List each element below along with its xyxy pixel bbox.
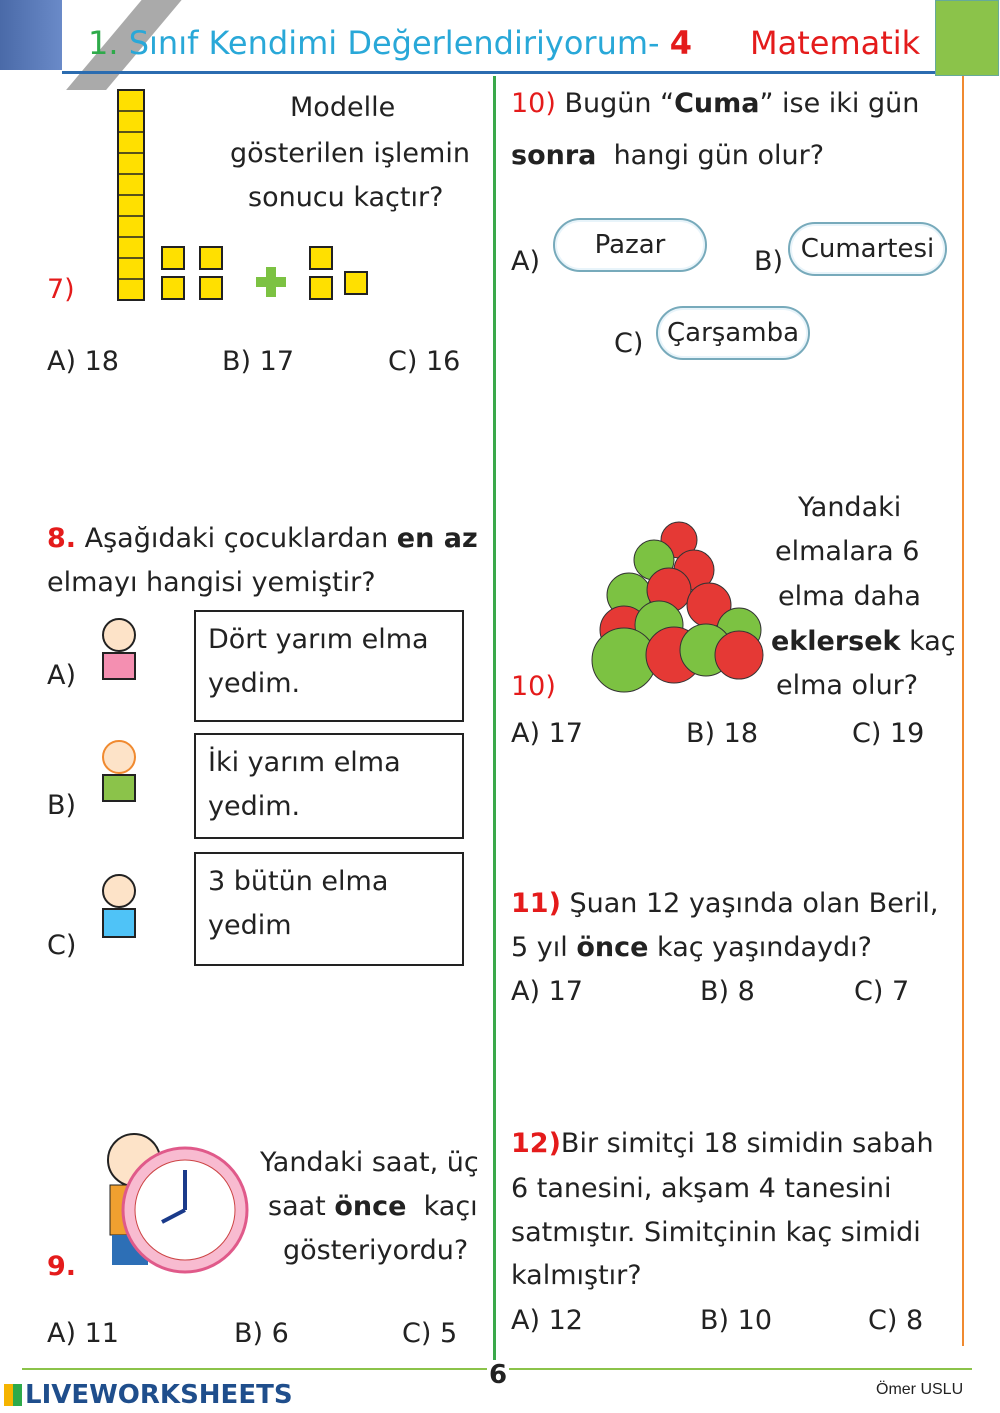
boy-icon xyxy=(92,740,142,810)
q9-number: 9. xyxy=(47,1251,77,1282)
page-number: 6 xyxy=(489,1360,508,1390)
author: Ömer USLU xyxy=(876,1381,964,1398)
q10a-option-a-label[interactable]: A) xyxy=(511,246,541,277)
apples-image xyxy=(584,515,769,695)
q9-line1: Yandaki saat, üç xyxy=(260,1147,479,1178)
q12-option-a[interactable]: A) 12 xyxy=(511,1305,583,1336)
logo-squares-icon xyxy=(4,1384,22,1406)
q12-option-b[interactable]: B) 10 xyxy=(700,1305,772,1336)
q8-answer-c-label[interactable]: C) xyxy=(47,930,77,961)
q7-number: 7) xyxy=(47,274,75,305)
q8-line2: elmayı hangisi yemiştir? xyxy=(47,567,376,598)
column-divider xyxy=(493,76,496,1366)
header-title: 1. Sınıf Kendimi Değerlendiriyorum- 4 xyxy=(88,24,693,62)
q8-answer-a-label[interactable]: A) xyxy=(47,660,77,691)
q12-line2: 6 tanesini, akşam 4 tanesini xyxy=(511,1173,892,1204)
q12-line4: kalmıştır? xyxy=(511,1260,642,1291)
q7-option-a[interactable]: A) 18 xyxy=(47,346,119,377)
q9-option-c[interactable]: C) 5 xyxy=(402,1318,458,1349)
q10b-line1: Yandaki xyxy=(798,492,902,523)
q10a-option-b-label[interactable]: B) xyxy=(754,246,784,277)
q11-line2: 5 yıl önce kaç yaşındaydı? xyxy=(511,932,873,963)
q10b-option-a[interactable]: A) 17 xyxy=(511,718,583,749)
q8-answer-b-label[interactable]: B) xyxy=(47,790,77,821)
q10a-line1: 10) Bugün “Cuma” ise iki gün xyxy=(511,88,920,119)
q10b-line3: elma daha xyxy=(778,581,921,612)
q10b-line5: elma olur? xyxy=(776,670,919,701)
boy-with-clock-image xyxy=(92,1130,257,1295)
q9-option-b[interactable]: B) 6 xyxy=(234,1318,289,1349)
cloud-carsamba[interactable]: Çarşamba xyxy=(656,306,810,360)
q7-option-c[interactable]: C) 16 xyxy=(388,346,461,377)
q7-line3: sonucu kaçtır? xyxy=(248,182,444,213)
q11-option-b[interactable]: B) 8 xyxy=(700,976,755,1007)
girl-icon xyxy=(92,618,142,688)
q10b-option-c[interactable]: C) 19 xyxy=(852,718,925,749)
q7-option-b[interactable]: B) 17 xyxy=(222,346,294,377)
q10b-number: 10) xyxy=(511,671,556,702)
q7-line1: Modelle xyxy=(290,92,396,123)
q8-bubble-a: Dört yarım elma yedim. xyxy=(194,610,464,722)
q8-bubble-b: İki yarım elma yedim. xyxy=(194,733,464,839)
q10a-line2: sonra hangi gün olur? xyxy=(511,140,825,171)
q10b-line4: eklersek kaç xyxy=(771,626,956,657)
q12-line1: 12)Bir simitçi 18 simidin sabah xyxy=(511,1128,934,1159)
q11-option-a[interactable]: A) 17 xyxy=(511,976,583,1007)
q11-line1: 11) Şuan 12 yaşında olan Beril, xyxy=(511,888,939,919)
liveworksheets-logo[interactable]: LIVEWORKSHEETS xyxy=(4,1380,293,1410)
q9-option-a[interactable]: A) 11 xyxy=(47,1318,119,1349)
q7-line2: gösterilen işlemin xyxy=(230,138,470,169)
q10a-option-c-label[interactable]: C) xyxy=(614,328,644,359)
subject: Matematik xyxy=(750,24,921,62)
q8-line1: 8. Aşağıdaki çocuklardan en az xyxy=(47,523,478,554)
q10b-option-b[interactable]: B) 18 xyxy=(686,718,758,749)
header-blue-block xyxy=(0,0,62,70)
girl-blue-icon xyxy=(92,874,142,954)
header-green-block xyxy=(935,0,999,76)
cloud-cumartesi[interactable]: Cumartesi xyxy=(788,222,947,276)
q12-option-c[interactable]: C) 8 xyxy=(868,1305,924,1336)
q8-bubble-c: 3 bütün elma yedim xyxy=(194,852,464,966)
header-line xyxy=(62,71,935,74)
q12-line3: satmıştır. Simitçinin kaç simidi xyxy=(511,1217,921,1248)
cloud-pazar[interactable]: Pazar xyxy=(553,218,707,272)
q9-line2: saat önce kaçı xyxy=(268,1191,478,1222)
q11-option-c[interactable]: C) 7 xyxy=(854,976,910,1007)
right-border xyxy=(962,76,964,1346)
q10b-line2: elmalara 6 xyxy=(775,536,920,567)
q9-line3: gösteriyordu? xyxy=(283,1235,469,1266)
